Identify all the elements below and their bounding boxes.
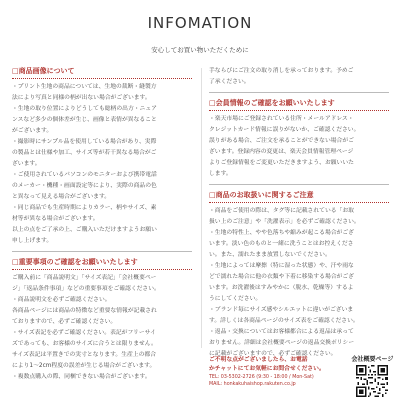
- text-line: サイズ表記は平置きでの実寸となります。生産上の都合: [12, 352, 156, 358]
- text-line: ズであっても、お客様のサイズに合うとは限りません。: [12, 341, 157, 347]
- section-body-handling: [209, 206, 389, 360]
- text-line: ・返品・交換についてはお客様都合による返品は承って: [209, 329, 354, 335]
- text-line: ・生地の特性上、やや色落ちや縮みが起こる場合がござ: [209, 230, 354, 236]
- contact-note: ご不明な点がございましたら、お電話: [209, 357, 308, 363]
- text-line: す。詳しくは各商品ページのサイズ表をご確認ください。: [209, 318, 359, 324]
- text-line: クレジットカード情報に誤りがないか、ご確認ください。: [209, 127, 360, 133]
- text-line: ジ」「返品条件事項」などの重要事項をご確認ください。: [12, 286, 160, 292]
- section-body-important: [12, 273, 192, 383]
- section-title-product-images: □商品画像について: [12, 66, 192, 79]
- text-line: ・楽天市場にご登録されている住所・メールアドレス・: [209, 116, 354, 122]
- text-line: ・プリント生地の商品については、生地の裁断・縫製方: [12, 84, 157, 90]
- text-line: ・撮影時にサンプル品を使用している場合があり、実際: [12, 139, 157, 145]
- text-line: の製品とは仕様や加工、サイズ等が若干異なる場合がご: [12, 150, 157, 156]
- section-title-handling: □商品のお取扱いに関するご注意: [209, 190, 389, 203]
- qr-code-icon[interactable]: [356, 365, 388, 397]
- text-line: 手ならびにご注文の取り消しを承っております。予めご: [209, 68, 354, 74]
- text-line: ざいます。登録内容の変更は、楽天会員情報管理ページ: [209, 149, 354, 155]
- section-body-product-images: [12, 82, 192, 247]
- contact-note: かチャットにてお気軽にお問合せください。: [209, 366, 325, 372]
- section-divider: [209, 92, 389, 93]
- text-line: ・同じ商品でも生産時期によりカラー、柄やサイズ、素: [12, 205, 157, 211]
- text-line: 各商品ページには商品の特徴など重要な情報が記載され: [12, 308, 157, 314]
- text-line: 材等が異なる場合がございます。: [12, 216, 99, 222]
- text-line: により1〜2cm程度の誤差が生じる場合がございます。: [12, 363, 156, 369]
- text-line: うにしてください。: [209, 296, 262, 302]
- text-line: ・サイズ表記を必ずご確認ください。表記がフリーサイ: [12, 330, 156, 336]
- text-line: います。お洗濯後はすみやかに（脱水、乾燥等）するよ: [209, 285, 354, 291]
- page-subtitle: 安心してお買い物いただくために: [151, 46, 249, 54]
- section-divider: [209, 184, 389, 185]
- company-page-label: 会社概要ページ: [351, 356, 394, 363]
- contact-block: [209, 356, 354, 388]
- text-line: ておりますので、必ずご確認ください。: [12, 319, 117, 325]
- section-body-member-info: [209, 114, 389, 180]
- contact-mail[interactable]: MAIL: honkakuhaishop.rakuten.co.jp: [209, 382, 296, 387]
- text-line: 法により写真と同様の柄が出ない場合がございます。: [12, 95, 151, 101]
- text-line: と異なって見える場合がございます。: [12, 194, 111, 200]
- text-line: 申し上げます。: [12, 238, 53, 244]
- text-line: ・ご使用されているパソコンのモニターおよび携帯電話: [12, 172, 157, 178]
- text-line: ・商品をご使用の際は、タグ等に記載されている「お取: [209, 208, 354, 214]
- text-line: よりご登録情報をご変更いただきますよう、お願いいた: [209, 160, 354, 166]
- text-line: ・ブランド毎にサイズ感やシルエットに違いがございま: [209, 307, 354, 313]
- left-column: [12, 66, 192, 383]
- text-line: ・生地によっては摩擦（特に湿った状態）や、汗や雨な: [209, 263, 354, 269]
- text-line: ざいます。: [12, 161, 41, 167]
- text-line: がございます。: [12, 128, 53, 134]
- text-line: ・商品説明文を必ずご確認ください。: [12, 297, 111, 303]
- text-line: 以上の点をご了承の上、ご購入いただけますようお願い: [12, 227, 157, 233]
- text-line: 扱い上のご注意」や「洗濯表示」を必ずご確認ください。: [209, 219, 360, 225]
- text-line: に記載がございますので、必ずご確認ください。: [209, 351, 337, 357]
- section-title-important: □重要事項のご確認をお願いいたします: [12, 257, 192, 270]
- text-line: 了承ください。: [209, 79, 250, 85]
- text-line: います。淡い色のものと一緒に洗うことはお控えくださ: [209, 241, 354, 247]
- right-column: [209, 66, 389, 360]
- contact-tel[interactable]: TEL: 03-5302-2726 (9:30 - 18:00 / Mon-Sat): [209, 375, 314, 380]
- text-line: のメーカー・機種・画面設定等により、実際の商品の色: [12, 183, 157, 189]
- section-title-member-info: □会員情報のご確認をお願いいたします: [209, 98, 389, 111]
- text-line: 誤りがある場合、ご注文を承ることができない場合がご: [209, 138, 354, 144]
- text-line: ・生地の取り位置によりどうしても総柄の出方・ニュア: [12, 106, 157, 112]
- section-body-intro: [209, 66, 389, 88]
- text-line: ご購入前に「商品説明文」「サイズ表記」「会社概要ペー: [12, 275, 157, 281]
- text-line: します。: [209, 171, 232, 177]
- text-line: どで濡れた場合に他の衣類や下着に移染する場合がござ: [209, 274, 354, 280]
- text-line: ・複数点購入の際、同梱できない場合がございます。: [12, 374, 151, 380]
- section-divider: [12, 251, 192, 252]
- text-line: ンスなど多少の個体差が生じ、画像と表情が異なること: [12, 117, 157, 123]
- page-title: INFOMATION: [147, 14, 253, 32]
- text-line: い。また、濡れたまま放置しないでください。: [209, 252, 331, 258]
- column-divider: [201, 68, 202, 348]
- text-line: おりません。詳細は会社概要ページの返品交換ポリシー: [209, 340, 355, 346]
